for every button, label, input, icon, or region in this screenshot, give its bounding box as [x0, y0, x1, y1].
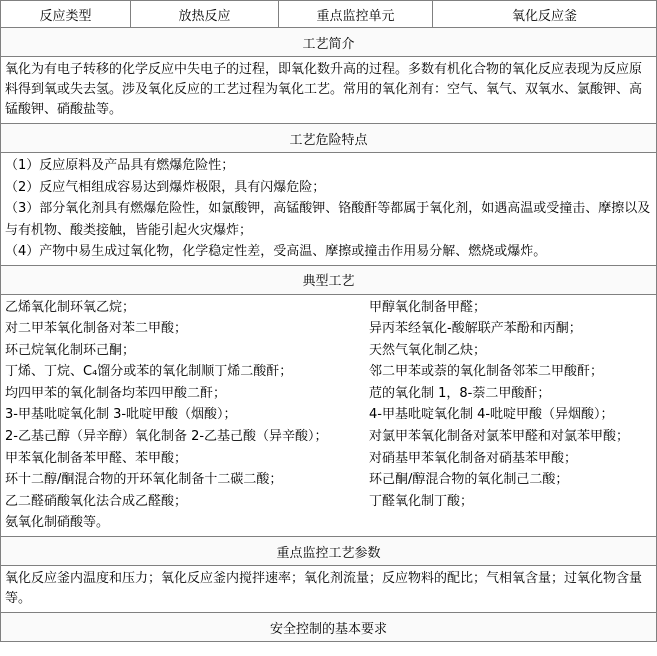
typical-process-item: 4-甲基吡啶氧化制 4-吡啶甲酸（异烟酸）；: [369, 407, 614, 423]
typical-process-item: 甲苯氧化制备苯甲醛、苯甲酸；: [5, 450, 188, 466]
typical-process-item: 3-甲基吡啶氧化制 3-吡啶甲酸（烟酸）；: [5, 407, 237, 423]
hazard-item: （1）反应原料及产品具有燃爆危险性；: [5, 158, 235, 173]
typical-process-list: [1, 295, 656, 538]
hazard-list: [1, 153, 656, 266]
typical-process-item: 环己酮/醇混合物的氧化制己二酸；: [369, 472, 569, 488]
monitor-unit-label: 重点监控单元: [279, 1, 433, 27]
params-text: 氧化反应釜内温度和压力；氧化反应釜内搅拌速率；氧化剂流量；反应物料的配比；气相氧含量；过氧化物含量等。: [1, 566, 656, 613]
hazard-header: 工艺危险特点: [1, 124, 656, 153]
typical-process-item: 对二甲苯氧化制备对苯二甲酸；: [5, 321, 188, 337]
typical-process-item: 均四甲苯的氧化制备均苯四甲酸二酐；: [5, 385, 227, 401]
hazard-item: （4）产物中易生成过氧化物，化学稳定性差，受高温、摩擦或撞击作用易分解、燃烧或爆炸。: [5, 244, 547, 259]
hazard-item: （3）部分氧化剂具有燃爆危险性，如氯酸钾，高锰酸钾、铬酸酐等都属于氧化剂，如遇高温或受撞击、摩擦以及与有机物、酸类接触，皆能引起火灾爆炸；: [5, 201, 651, 238]
typical-process-item: 环十二醇/酮混合物的开环氧化制备十二碳二酸；: [5, 472, 283, 488]
hazard-item: （2）反应气相组成容易达到爆炸极限，具有闪爆危险；: [5, 179, 326, 195]
typical-process-item: 2-乙基己醇（异辛醇）氧化制备 2-乙基己酸（异辛酸）；: [5, 429, 328, 445]
monitor-unit-value: 氧化反应釜: [511, 8, 577, 24]
typical-process-item: 乙烯氧化制环氧乙烷；: [5, 299, 136, 315]
typical-process-item: [369, 512, 656, 534]
typical-process-item: 邻二甲苯或萘的氧化制备邻苯二甲酸酐；: [369, 364, 604, 380]
reaction-type-value: 放热反应: [131, 1, 279, 27]
summary-row: [1, 1, 656, 28]
intro-text: 氧化为有电子转移的化学反应中失电子的过程，即氧化数升高的过程。多数有机化合物的氧化反应表现为反应原料得到氧或失去氢。涉及氧化反应的工艺过程为氧化工艺。常用的氧化剂有：空气、氧气、双氧水、氯酸钾、高锰酸钾、硝酸盐等。: [1, 57, 656, 124]
typical-process-item: 氨氧化制硝酸等。: [5, 515, 110, 531]
typical-process-item: 甲醇氧化制备甲醛；: [369, 299, 487, 315]
typical-process-item: 天然气氧化制乙炔；: [369, 342, 487, 358]
reaction-type-label: 反应类型: [1, 1, 131, 27]
typical-header: 典型工艺: [1, 266, 656, 295]
intro-header: 工艺简介: [1, 28, 656, 57]
typical-process-item: 乙二醛硝酸氧化法合成乙醛酸；: [5, 493, 188, 509]
params-header: 重点监控工艺参数: [1, 537, 656, 566]
typical-process-item: 丁烯、丁烷、C₄馏分或苯的氧化制顺丁烯二酸酐；: [5, 364, 293, 380]
typical-process-item: 对硝基甲苯氧化制备对硝基苯甲酸；: [369, 450, 578, 466]
typical-process-item: 环己烷氧化制环己酮；: [5, 342, 136, 358]
typical-process-item: 异丙苯经氧化-酸解联产苯酚和丙酮；: [369, 321, 582, 337]
safety-header: 安全控制的基本要求: [1, 613, 656, 641]
typical-process-item: 苊的氧化制 1，8-萘二甲酸酐；: [369, 385, 551, 401]
typical-process-item: 对氯甲苯氧化制备对氯苯甲醛和对氯苯甲酸；: [369, 429, 630, 445]
typical-process-item: 丁醛氧化制丁酸；: [369, 493, 474, 509]
